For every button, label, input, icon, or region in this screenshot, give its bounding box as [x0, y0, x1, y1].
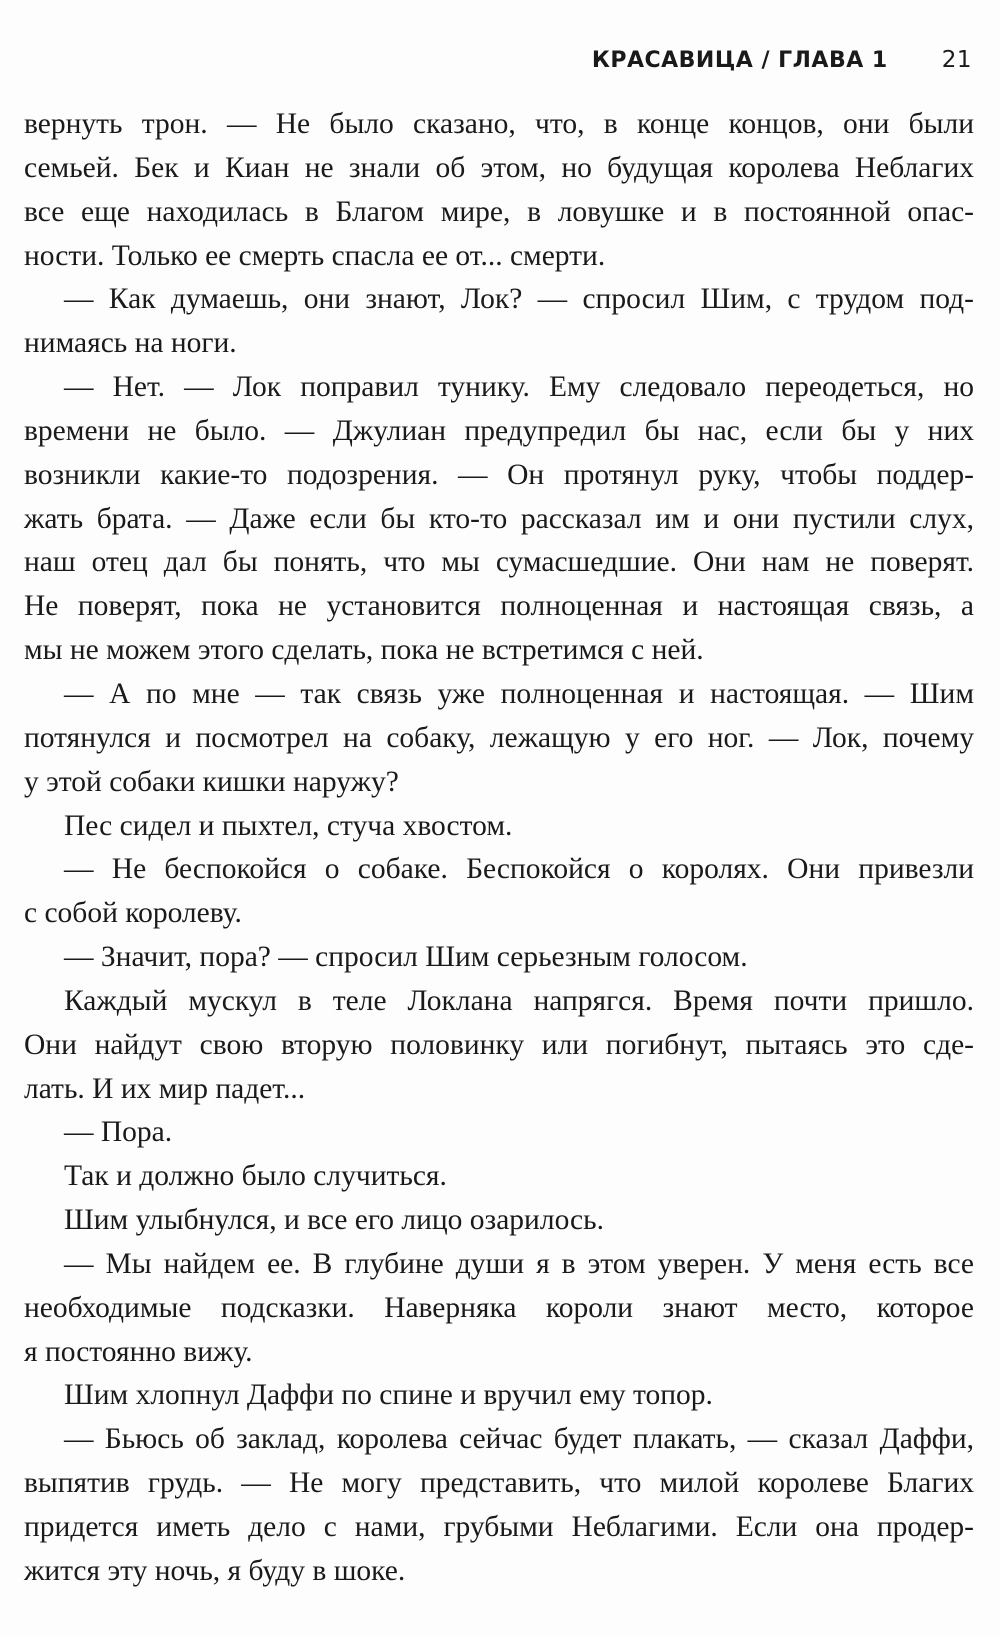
text-line: — Не беспокойся о собаке. Беспокойся о королях. Они привезли	[64, 853, 974, 886]
body-text	[24, 103, 974, 1594]
text-line: Они найдут свою вторую половинку или погибнут, пытаясь это сде-	[24, 1028, 974, 1061]
text-line: мы не можем этого сделать, пока не встретимся с ней.	[24, 634, 704, 667]
running-head	[0, 40, 972, 80]
text-line: — Нет. — Лок поправил тунику. Ему следовало переодеться, но	[64, 371, 974, 404]
text-line: все еще находилась в Благом мире, в ловушке и в постоянной опас-	[24, 195, 974, 228]
text-line: возникли какие-то подозрения. — Он протянул руку, чтобы поддер-	[24, 458, 974, 491]
text-line: Шим хлопнул Даффи по спине и вручил ему топор.	[64, 1379, 713, 1412]
text-line: у этой собаки кишки наружу?	[24, 765, 399, 798]
text-line: семьей. Бек и Киан не знали об этом, но будущая королева Неблагих	[24, 151, 974, 184]
text-line: потянулся и посмотрел на собаку, лежащую у его ног. — Лок, почему	[24, 721, 974, 754]
text-line: — А по мне — так связь уже полноценная и настоящая. — Шим	[64, 677, 974, 710]
text-line: Так и должно было случиться.	[64, 1160, 447, 1193]
text-line: времени не было. — Джулиан предупредил бы нас, если бы у них	[24, 414, 974, 447]
text-line: ности. Только ее смерть спасла ее от... смерти.	[24, 239, 606, 272]
text-line: я постоянно вижу.	[24, 1335, 253, 1368]
text-line: нимаясь на ноги.	[24, 327, 237, 360]
text-line: вернуть трон. — Не было сказано, что, в конце концов, они были	[24, 108, 974, 140]
text-line: Пес сидел и пыхтел, стуча хвостом.	[64, 809, 513, 842]
text-line: необходимые подсказки. Наверняка короли знают место, которое	[24, 1291, 974, 1324]
text-line: — Пора.	[64, 1116, 173, 1149]
text-line: жится эту ночь, я буду в шоке.	[24, 1554, 406, 1587]
text-line: лать. И их мир падет...	[24, 1072, 306, 1105]
text-line: — Значит, пора? — спросил Шим серьезным голосом.	[64, 941, 748, 974]
text-line: жать брата. — Даже если бы кто-то рассказал им и они пустили слух,	[24, 502, 974, 535]
text-line: — Мы найдем ее. В глубине души я в этом уверен. У меня есть все	[64, 1247, 974, 1280]
running-title: КРАСАВИЦА / ГЛАВА 1	[591, 47, 888, 73]
text-line: Шим улыбнулся, и все его лицо озарилось.	[64, 1204, 604, 1237]
text-line: выпятив грудь. — Не могу представить, что милой королеве Благих	[24, 1467, 974, 1500]
text-line: с собой королеву.	[24, 897, 242, 930]
text-line: наш отец дал бы понять, что мы сумасшедшие. Они нам не поверят.	[24, 546, 974, 579]
text-line: придется иметь дело с нами, грубыми Неблагими. Если она продер-	[24, 1511, 974, 1543]
page-number: 21	[941, 47, 972, 73]
text-line: Не поверят, пока не установится полноценная и настоящая связь, а	[24, 590, 974, 623]
text-line: — Как думаешь, они знают, Лок? — спросил Шим, с трудом под-	[64, 283, 974, 316]
text-line: — Бьюсь об заклад, королева сейчас будет плакать, — сказал Даффи,	[64, 1423, 974, 1456]
text-line: Каждый мускул в теле Локлана напрягся. Время почти пришло.	[64, 984, 974, 1017]
